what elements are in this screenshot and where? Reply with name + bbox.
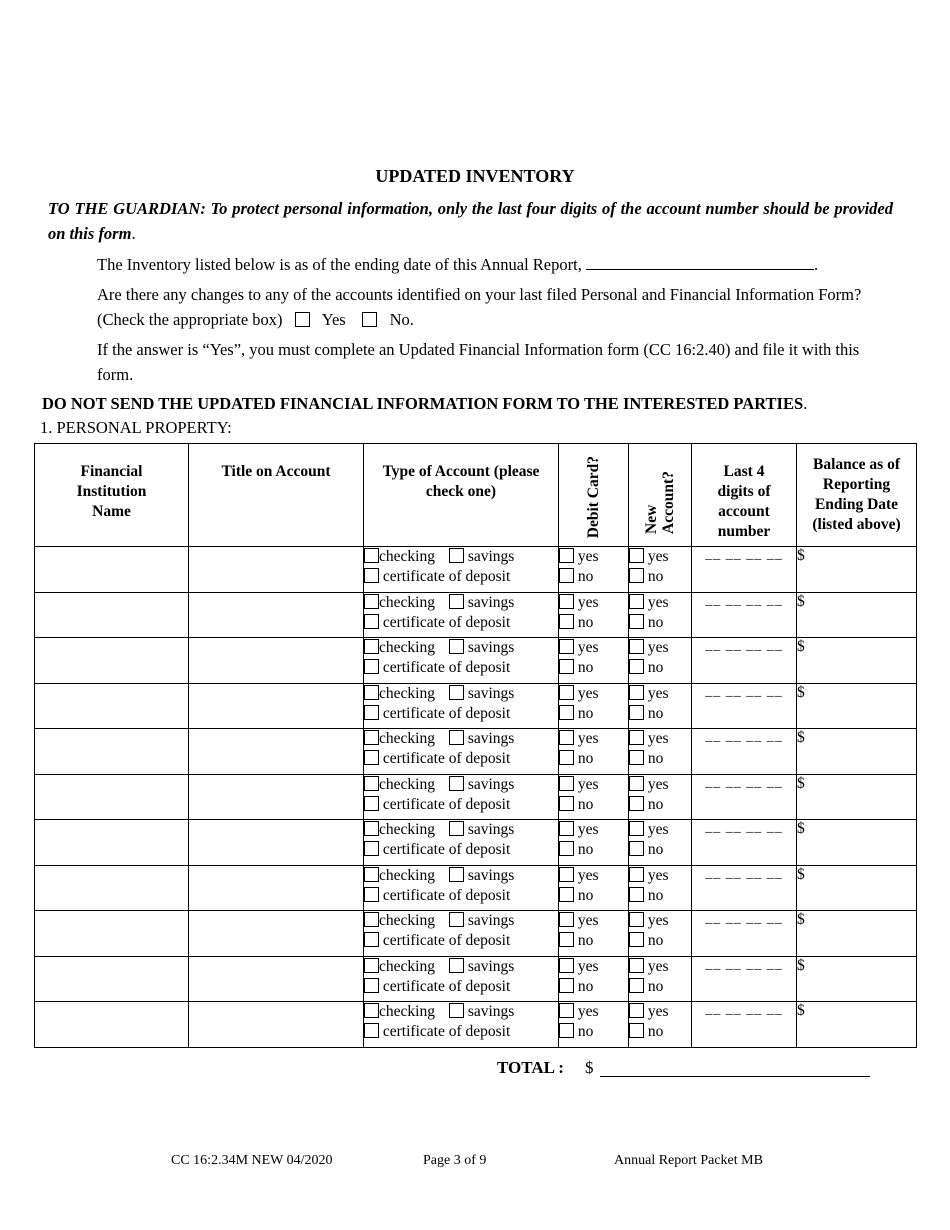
new-account-yes-checkbox[interactable]	[629, 867, 644, 882]
checking-checkbox[interactable]	[364, 867, 379, 882]
savings-label: savings	[467, 639, 515, 656]
balance-cell[interactable]	[797, 820, 917, 866]
savings-label: savings	[467, 684, 515, 702]
new-account-cell	[629, 729, 692, 775]
debit-yes-checkbox[interactable]	[559, 912, 574, 927]
checking-label: checking	[379, 912, 435, 929]
debit-yes-checkbox[interactable]	[559, 958, 574, 973]
debit-card-cell	[559, 820, 629, 866]
savings-checkbox[interactable]	[449, 685, 464, 700]
debit-yes-label: yes	[577, 912, 599, 929]
new-account-yes-label: yes	[647, 639, 669, 656]
last4-digits-placeholder: __ __ __ __	[705, 683, 783, 699]
debit-card-cell	[559, 729, 629, 775]
account-type-cell	[364, 774, 559, 820]
new-account-cell	[629, 865, 692, 911]
balance-cell[interactable]	[797, 729, 917, 775]
last4-digits-placeholder: __ __ __ __	[705, 911, 783, 926]
savings-checkbox[interactable]	[449, 594, 464, 609]
new-account-yes-checkbox[interactable]	[629, 685, 644, 700]
new-account-yes-label: yes	[647, 866, 669, 884]
debit-yes-label: yes	[577, 1003, 599, 1020]
debit-yes-checkbox[interactable]	[559, 548, 574, 563]
guardian-notice-text: TO THE GUARDIAN: To protect personal information, only the last four digits of the account number should be provided on this form	[48, 199, 893, 243]
debit-no-checkbox[interactable]	[559, 841, 574, 856]
debit-yes-label: yes	[577, 548, 599, 565]
inventory-date-paragraph	[97, 252, 897, 277]
new-account-yes-checkbox[interactable]	[629, 821, 644, 836]
debit-no-checkbox[interactable]	[559, 568, 574, 583]
guardian-notice-period: .	[131, 224, 136, 243]
account-type-cell	[364, 1002, 559, 1048]
account-type-cell	[364, 547, 559, 593]
balance-currency: $	[797, 592, 805, 610]
new-account-no-checkbox[interactable]	[629, 978, 644, 993]
savings-checkbox[interactable]	[449, 958, 464, 973]
header-title: Title on Account	[189, 444, 364, 547]
checking-checkbox[interactable]	[364, 685, 379, 700]
new-account-cell	[629, 638, 692, 684]
table-row	[35, 592, 917, 638]
savings-label: savings	[467, 593, 515, 611]
debit-no-checkbox[interactable]	[559, 1023, 574, 1038]
changes-yes-checkbox[interactable]	[295, 312, 310, 327]
new-account-yes-checkbox[interactable]	[629, 1003, 644, 1018]
debit-no-label: no	[577, 750, 594, 767]
balance-cell[interactable]	[797, 911, 917, 957]
new-account-yes-checkbox[interactable]	[629, 958, 644, 973]
table-row	[35, 1002, 917, 1048]
savings-checkbox[interactable]	[449, 1003, 464, 1018]
table-row	[35, 774, 917, 820]
new-account-yes-label: yes	[647, 821, 669, 838]
savings-label: savings	[467, 912, 515, 929]
table-row	[35, 911, 917, 957]
do-not-send-warning	[42, 394, 932, 414]
debit-card-cell	[559, 547, 629, 593]
checking-label: checking	[379, 775, 435, 793]
new-account-cell	[629, 1002, 692, 1048]
checking-checkbox[interactable]	[364, 776, 379, 791]
new-account-yes-label: yes	[647, 548, 669, 565]
debit-yes-label: yes	[577, 957, 599, 975]
new-account-no-label: no	[647, 704, 664, 722]
debit-no-label: no	[577, 841, 594, 858]
guardian-notice	[48, 196, 893, 246]
balance-cell[interactable]	[797, 592, 917, 638]
certificate-of-deposit-label: certificate of deposit	[382, 886, 511, 904]
new-account-no-label: no	[647, 1023, 664, 1040]
last4-digits-placeholder: __ __ __ __	[705, 774, 783, 790]
last4-digits-cell[interactable]	[692, 956, 797, 1002]
debit-no-checkbox[interactable]	[559, 932, 574, 947]
debit-yes-checkbox[interactable]	[559, 639, 574, 654]
table-row	[35, 956, 917, 1002]
checking-label: checking	[379, 593, 435, 611]
savings-checkbox[interactable]	[449, 776, 464, 791]
last4-digits-placeholder: __ __ __ __	[705, 956, 783, 972]
checking-label: checking	[379, 730, 435, 747]
debit-no-checkbox[interactable]	[559, 978, 574, 993]
account-type-cell	[364, 820, 559, 866]
savings-label: savings	[467, 548, 515, 565]
account-title-cell[interactable]	[189, 865, 364, 911]
last4-digits-cell[interactable]	[692, 592, 797, 638]
certificate-of-deposit-checkbox[interactable]	[364, 841, 379, 856]
institution-name-cell[interactable]	[35, 547, 189, 593]
new-account-cell	[629, 683, 692, 729]
debit-no-checkbox[interactable]	[559, 705, 574, 720]
total-label: TOTAL :	[497, 1058, 564, 1077]
institution-name-cell[interactable]	[35, 638, 189, 684]
institution-name-cell[interactable]	[35, 911, 189, 957]
header-new-account: New Account?	[629, 444, 692, 547]
last4-digits-placeholder: __ __ __ __	[705, 820, 783, 835]
table-row	[35, 638, 917, 684]
last4-digits-cell[interactable]	[692, 774, 797, 820]
balance-currency: $	[797, 774, 805, 792]
debit-no-label: no	[577, 659, 594, 676]
new-account-yes-checkbox[interactable]	[629, 594, 644, 609]
table-header-row	[35, 444, 917, 547]
new-account-no-checkbox[interactable]	[629, 932, 644, 947]
new-account-no-checkbox[interactable]	[629, 1023, 644, 1038]
debit-yes-checkbox[interactable]	[559, 1003, 574, 1018]
account-type-cell	[364, 865, 559, 911]
balance-cell[interactable]	[797, 865, 917, 911]
checking-label: checking	[379, 684, 435, 702]
new-account-no-checkbox[interactable]	[629, 841, 644, 856]
balance-cell[interactable]	[797, 1002, 917, 1048]
checking-label: checking	[379, 866, 435, 884]
checking-label: checking	[379, 639, 435, 656]
account-title-cell[interactable]	[189, 547, 364, 593]
new-account-yes-label: yes	[647, 593, 669, 611]
last4-digits-placeholder: __ __ __ __	[705, 729, 783, 744]
certificate-of-deposit-label: certificate of deposit	[382, 613, 511, 631]
header-debit-card: Debit Card?	[559, 444, 629, 547]
certificate-of-deposit-checkbox[interactable]	[364, 1023, 379, 1038]
account-title-cell[interactable]	[189, 911, 364, 957]
section-heading: 1. PERSONAL PROPERTY:	[40, 418, 232, 437]
last4-digits-placeholder: __ __ __ __	[705, 547, 783, 562]
changes-yes-label: Yes	[321, 310, 346, 329]
savings-checkbox[interactable]	[449, 912, 464, 927]
account-title-cell[interactable]	[189, 683, 364, 729]
institution-name-cell[interactable]	[35, 1002, 189, 1048]
certificate-of-deposit-checkbox[interactable]	[364, 750, 379, 765]
savings-label: savings	[467, 866, 515, 884]
certificate-of-deposit-label: certificate of deposit	[382, 841, 511, 858]
institution-name-cell[interactable]	[35, 774, 189, 820]
debit-no-checkbox[interactable]	[559, 659, 574, 674]
changes-question-paragraph	[97, 282, 897, 332]
new-account-no-checkbox[interactable]	[629, 705, 644, 720]
new-account-no-checkbox[interactable]	[629, 750, 644, 765]
account-title-cell[interactable]	[189, 956, 364, 1002]
new-account-no-label: no	[647, 932, 664, 949]
new-account-no-checkbox[interactable]	[629, 568, 644, 583]
account-title-cell[interactable]	[189, 592, 364, 638]
account-type-cell	[364, 592, 559, 638]
new-account-cell	[629, 956, 692, 1002]
new-account-no-checkbox[interactable]	[629, 796, 644, 811]
new-account-yes-label: yes	[647, 684, 669, 702]
new-account-cell	[629, 547, 692, 593]
savings-label: savings	[467, 1003, 515, 1020]
institution-name-cell[interactable]	[35, 592, 189, 638]
debit-card-cell	[559, 774, 629, 820]
table-row	[35, 683, 917, 729]
debit-no-label: no	[577, 977, 594, 995]
debit-no-label: no	[577, 932, 594, 949]
debit-no-label: no	[577, 704, 594, 722]
debit-no-checkbox[interactable]	[559, 887, 574, 902]
debit-yes-checkbox[interactable]	[559, 867, 574, 882]
debit-no-label: no	[577, 1023, 594, 1040]
debit-yes-label: yes	[577, 730, 599, 747]
certificate-of-deposit-checkbox[interactable]	[364, 705, 379, 720]
total-currency: $	[585, 1058, 594, 1077]
new-account-no-label: no	[647, 977, 664, 995]
new-account-yes-checkbox[interactable]	[629, 912, 644, 927]
footer-form-id: CC 16:2.34M NEW 04/2020	[171, 1153, 333, 1168]
checking-label: checking	[379, 821, 435, 838]
checking-checkbox[interactable]	[364, 1003, 379, 1018]
inventory-table	[34, 443, 917, 1048]
certificate-of-deposit-checkbox[interactable]	[364, 978, 379, 993]
institution-name-cell[interactable]	[35, 729, 189, 775]
new-account-yes-label: yes	[647, 957, 669, 975]
new-account-cell	[629, 592, 692, 638]
debit-yes-checkbox[interactable]	[559, 594, 574, 609]
new-account-no-label: no	[647, 795, 664, 813]
new-account-no-label: no	[647, 613, 664, 631]
account-title-cell[interactable]	[189, 729, 364, 775]
balance-currency: $	[797, 683, 805, 701]
account-type-cell	[364, 638, 559, 684]
savings-label: savings	[467, 775, 515, 793]
header-last4: Last 4 digits of account number	[692, 444, 797, 547]
certificate-of-deposit-checkbox[interactable]	[364, 614, 379, 629]
checking-label: checking	[379, 1003, 435, 1020]
last4-digits-cell[interactable]	[692, 638, 797, 684]
certificate-of-deposit-label: certificate of deposit	[382, 932, 511, 949]
certificate-of-deposit-checkbox[interactable]	[364, 932, 379, 947]
balance-cell[interactable]	[797, 956, 917, 1002]
certificate-of-deposit-checkbox[interactable]	[364, 796, 379, 811]
new-account-yes-label: yes	[647, 1003, 669, 1020]
debit-yes-label: yes	[577, 775, 599, 793]
last4-digits-placeholder: __ __ __ __	[705, 1002, 783, 1017]
last4-digits-placeholder: __ __ __ __	[705, 592, 783, 608]
balance-currency: $	[797, 820, 805, 837]
new-account-cell	[629, 820, 692, 866]
table-row	[35, 729, 917, 775]
balance-cell[interactable]	[797, 638, 917, 684]
checking-checkbox[interactable]	[364, 821, 379, 836]
new-account-cell	[629, 911, 692, 957]
checking-checkbox[interactable]	[364, 639, 379, 654]
new-account-no-label: no	[647, 659, 664, 676]
debit-card-cell	[559, 865, 629, 911]
do-not-send-period: .	[803, 394, 808, 413]
total-amount-field[interactable]	[600, 1076, 870, 1077]
institution-name-cell[interactable]	[35, 956, 189, 1002]
header-balance: Balance as of Reporting Ending Date (listed above)	[797, 444, 917, 547]
balance-cell[interactable]	[797, 774, 917, 820]
checking-checkbox[interactable]	[364, 958, 379, 973]
checking-label: checking	[379, 548, 435, 565]
account-type-cell	[364, 956, 559, 1002]
table-row	[35, 820, 917, 866]
debit-yes-checkbox[interactable]	[559, 685, 574, 700]
checking-checkbox[interactable]	[364, 548, 379, 563]
new-account-yes-label: yes	[647, 912, 669, 929]
new-account-yes-checkbox[interactable]	[629, 730, 644, 745]
balance-currency: $	[797, 911, 805, 928]
footer-page-number: Page 3 of 9	[423, 1153, 487, 1168]
do-not-send-text: DO NOT SEND THE UPDATED FINANCIAL INFORMATION FORM TO THE INTERESTED PARTIES	[42, 394, 804, 413]
account-type-cell	[364, 729, 559, 775]
savings-label: savings	[467, 957, 515, 975]
debit-card-cell	[559, 683, 629, 729]
debit-no-label: no	[577, 795, 594, 813]
last4-digits-placeholder: __ __ __ __	[705, 638, 783, 653]
savings-checkbox[interactable]	[449, 867, 464, 882]
institution-name-cell[interactable]	[35, 865, 189, 911]
balance-currency: $	[797, 729, 805, 746]
debit-no-label: no	[577, 568, 594, 585]
debit-no-checkbox[interactable]	[559, 614, 574, 629]
checking-checkbox[interactable]	[364, 730, 379, 745]
table-row	[35, 547, 917, 593]
account-title-cell[interactable]	[189, 774, 364, 820]
new-account-no-label: no	[647, 750, 664, 767]
last4-digits-cell[interactable]	[692, 729, 797, 775]
certificate-of-deposit-label: certificate of deposit	[382, 977, 511, 995]
debit-yes-label: yes	[577, 866, 599, 884]
yes-instructions-paragraph: If the answer is “Yes”, you must complete an Updated Financial Information form (CC 16:2.40) and file it with this form.	[97, 340, 860, 384]
account-title-cell[interactable]	[189, 638, 364, 684]
page-title: UPDATED INVENTORY	[375, 166, 575, 186]
certificate-of-deposit-checkbox[interactable]	[364, 659, 379, 674]
last4-digits-cell[interactable]	[692, 911, 797, 957]
balance-currency: $	[797, 865, 805, 883]
last4-digits-cell[interactable]	[692, 820, 797, 866]
certificate-of-deposit-checkbox[interactable]	[364, 568, 379, 583]
debit-card-cell	[559, 911, 629, 957]
balance-cell[interactable]	[797, 547, 917, 593]
certificate-of-deposit-label: certificate of deposit	[382, 750, 511, 767]
certificate-of-deposit-label: certificate of deposit	[382, 659, 511, 676]
certificate-of-deposit-label: certificate of deposit	[382, 1023, 511, 1040]
debit-card-cell	[559, 638, 629, 684]
table-row	[35, 865, 917, 911]
last4-digits-placeholder: __ __ __ __	[705, 865, 783, 881]
account-title-cell[interactable]	[189, 820, 364, 866]
debit-yes-checkbox[interactable]	[559, 730, 574, 745]
certificate-of-deposit-label: certificate of deposit	[382, 568, 511, 585]
last4-digits-cell[interactable]	[692, 547, 797, 593]
certificate-of-deposit-label: certificate of deposit	[382, 704, 511, 722]
new-account-yes-checkbox[interactable]	[629, 776, 644, 791]
debit-yes-checkbox[interactable]	[559, 776, 574, 791]
debit-card-cell	[559, 592, 629, 638]
debit-yes-label: yes	[577, 821, 599, 838]
changes-question-text: Are there any changes to any of the accounts identified on your last filed Personal and Financial Information Form? (Check the appropriate box)	[97, 285, 862, 329]
new-account-no-label: no	[647, 841, 664, 858]
last4-digits-cell[interactable]	[692, 1002, 797, 1048]
new-account-no-checkbox[interactable]	[629, 614, 644, 629]
balance-currency: $	[797, 638, 805, 655]
institution-name-cell[interactable]	[35, 683, 189, 729]
savings-checkbox[interactable]	[449, 730, 464, 745]
savings-label: savings	[467, 730, 515, 747]
new-account-no-label: no	[647, 568, 664, 585]
balance-currency: $	[797, 1002, 805, 1019]
balance-currency: $	[797, 547, 805, 564]
account-type-cell	[364, 683, 559, 729]
inventory-date-text: The Inventory listed below is as of the ending date of this Annual Report,	[97, 255, 582, 274]
certificate-of-deposit-checkbox[interactable]	[364, 887, 379, 902]
balance-cell[interactable]	[797, 683, 917, 729]
last4-digits-cell[interactable]	[692, 683, 797, 729]
debit-no-checkbox[interactable]	[559, 750, 574, 765]
changes-no-label: No.	[389, 310, 414, 329]
debit-no-label: no	[577, 613, 594, 631]
new-account-no-checkbox[interactable]	[629, 887, 644, 902]
savings-checkbox[interactable]	[449, 548, 464, 563]
checking-label: checking	[379, 957, 435, 975]
savings-label: savings	[467, 821, 515, 838]
certificate-of-deposit-label: certificate of deposit	[382, 795, 511, 813]
header-type: Type of Account (please check one)	[364, 444, 559, 547]
checking-checkbox[interactable]	[364, 912, 379, 927]
account-title-cell[interactable]	[189, 1002, 364, 1048]
debit-card-cell	[559, 1002, 629, 1048]
debit-no-label: no	[577, 886, 594, 904]
new-account-yes-label: yes	[647, 775, 669, 793]
debit-yes-label: yes	[577, 639, 599, 656]
debit-card-cell	[559, 956, 629, 1002]
balance-currency: $	[797, 956, 805, 974]
new-account-no-label: no	[647, 886, 664, 904]
checking-checkbox[interactable]	[364, 594, 379, 609]
report-ending-date-field[interactable]	[586, 255, 814, 270]
last4-digits-cell[interactable]	[692, 865, 797, 911]
new-account-yes-checkbox[interactable]	[629, 639, 644, 654]
new-account-yes-label: yes	[647, 730, 669, 747]
footer-packet-name: Annual Report Packet MB	[614, 1153, 763, 1168]
savings-checkbox[interactable]	[449, 639, 464, 654]
inventory-date-period: .	[813, 255, 819, 274]
debit-no-checkbox[interactable]	[559, 796, 574, 811]
new-account-yes-checkbox[interactable]	[629, 548, 644, 563]
changes-no-checkbox[interactable]	[362, 312, 377, 327]
new-account-no-checkbox[interactable]	[629, 659, 644, 674]
new-account-cell	[629, 774, 692, 820]
account-type-cell	[364, 911, 559, 957]
header-institution: Financial Institution Name	[35, 444, 189, 547]
debit-yes-label: yes	[577, 593, 599, 611]
debit-yes-checkbox[interactable]	[559, 821, 574, 836]
debit-yes-label: yes	[577, 684, 599, 702]
institution-name-cell[interactable]	[35, 820, 189, 866]
savings-checkbox[interactable]	[449, 821, 464, 836]
